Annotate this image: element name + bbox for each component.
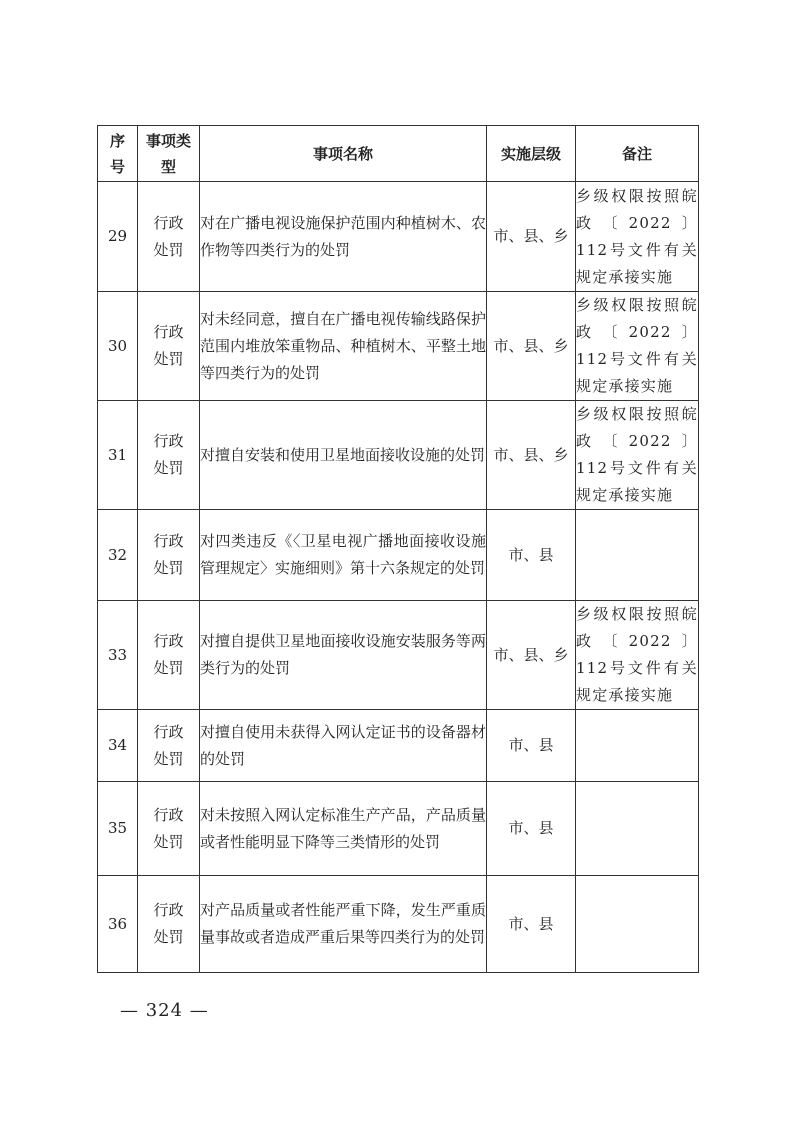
table-row (98, 401, 699, 510)
items-table (97, 125, 699, 973)
row-type: 行政处罚 (138, 292, 200, 401)
row-name: 对未按照入网认定标准生产产品，产品质量或者性能明显下降等三类情形的处罚 (200, 782, 487, 876)
row-name: 对擅自提供卫星地面接收设施安装服务等两类行为的处罚 (200, 601, 487, 710)
header-type: 事项类型 (138, 126, 200, 182)
row-no: 30 (98, 292, 138, 401)
row-type: 行政处罚 (138, 710, 200, 782)
table-row (98, 710, 699, 782)
row-name: 对擅自使用未获得入网认定证书的设备器材的处罚 (200, 710, 487, 782)
table-row (98, 876, 699, 973)
row-type: 行政处罚 (138, 876, 200, 973)
row-type: 行政处罚 (138, 601, 200, 710)
row-level: 市、县 (487, 876, 576, 973)
row-level: 市、县、乡 (487, 601, 576, 710)
row-note: 乡级权限按照皖政〔2022〕112号文件有关规定承接实施 (576, 401, 699, 510)
row-note (576, 510, 699, 601)
page-number: — 324 — (120, 1000, 209, 1021)
table-row (98, 510, 699, 601)
row-note (576, 782, 699, 876)
header-no: 序号 (98, 126, 138, 182)
row-type: 行政处罚 (138, 782, 200, 876)
row-no: 36 (98, 876, 138, 973)
row-no: 35 (98, 782, 138, 876)
row-level: 市、县、乡 (487, 401, 576, 510)
row-note: 乡级权限按照皖政〔2022〕112号文件有关规定承接实施 (576, 292, 699, 401)
header-level: 实施层级 (487, 126, 576, 182)
row-name: 对产品质量或者性能严重下降，发生严重质量事故或者造成严重后果等四类行为的处罚 (200, 876, 487, 973)
table-row (98, 292, 699, 401)
row-type: 行政处罚 (138, 510, 200, 601)
row-type: 行政处罚 (138, 182, 200, 292)
row-name: 对四类违反《〈卫星电视广播地面接收设施管理规定〉实施细则》第十六条规定的处罚 (200, 510, 487, 601)
table-row (98, 182, 699, 292)
row-level: 市、县、乡 (487, 182, 576, 292)
row-note: 乡级权限按照皖政〔2022〕112号文件有关规定承接实施 (576, 601, 699, 710)
row-no: 29 (98, 182, 138, 292)
table-row (98, 601, 699, 710)
row-note (576, 710, 699, 782)
row-note (576, 876, 699, 973)
row-name: 对擅自安装和使用卫星地面接收设施的处罚 (200, 401, 487, 510)
row-no: 34 (98, 710, 138, 782)
header-note: 备注 (576, 126, 699, 182)
row-level: 市、县、乡 (487, 292, 576, 401)
header-row (98, 126, 699, 182)
row-note: 乡级权限按照皖政〔2022〕112号文件有关规定承接实施 (576, 182, 699, 292)
row-no: 31 (98, 401, 138, 510)
row-name: 对在广播电视设施保护范围内种植树木、农作物等四类行为的处罚 (200, 182, 487, 292)
header-name: 事项名称 (200, 126, 487, 182)
row-level: 市、县 (487, 510, 576, 601)
table-row (98, 782, 699, 876)
row-no: 33 (98, 601, 138, 710)
row-level: 市、县 (487, 710, 576, 782)
row-type: 行政处罚 (138, 401, 200, 510)
row-name: 对未经同意，擅自在广播电视传输线路保护范围内堆放笨重物品、种植树木、平整土地等四类行为的处罚 (200, 292, 487, 401)
row-level: 市、县 (487, 782, 576, 876)
row-no: 32 (98, 510, 138, 601)
